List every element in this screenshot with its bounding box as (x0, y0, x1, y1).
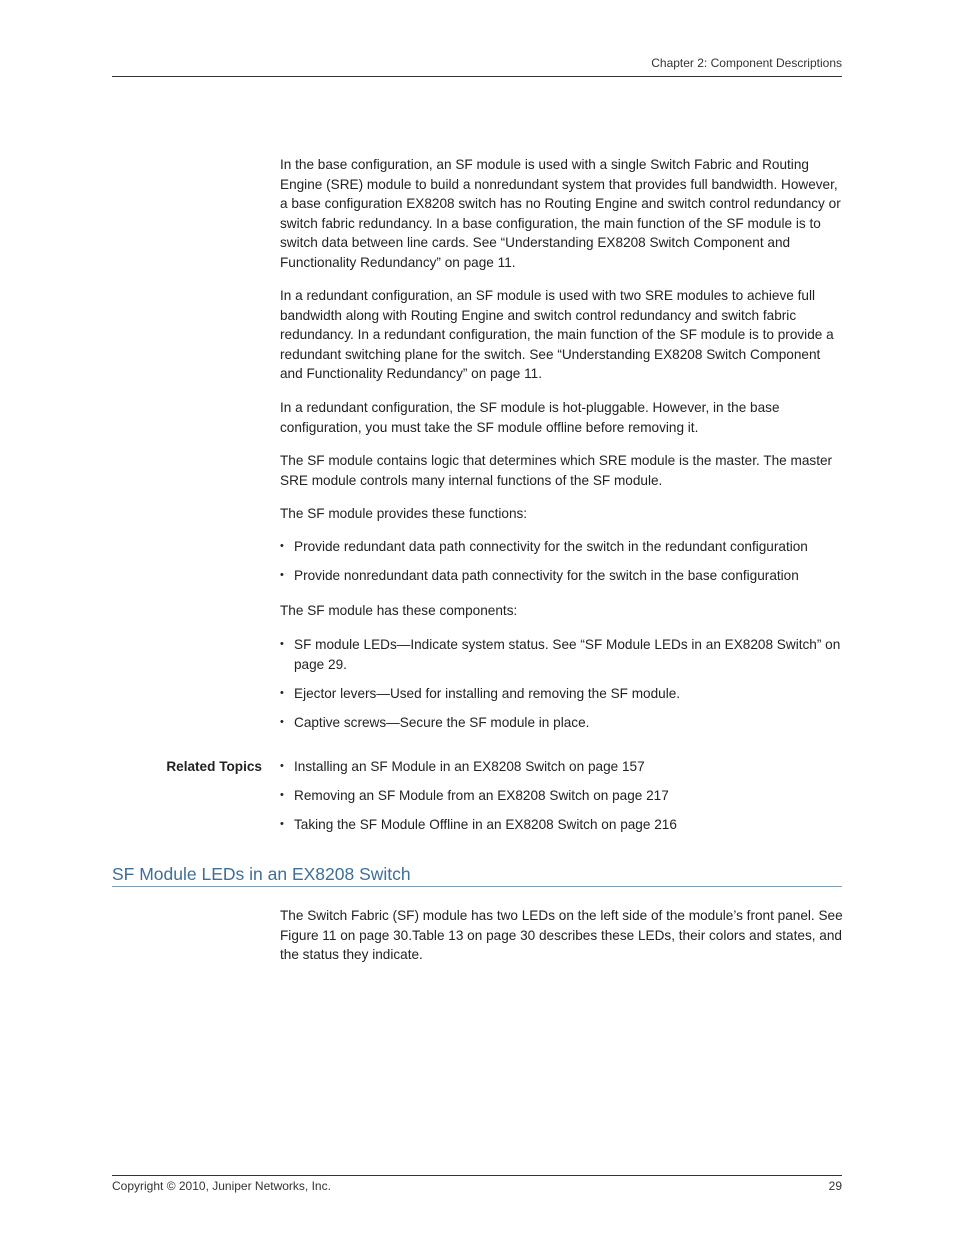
functions-list (280, 537, 845, 586)
paragraph-functions-intro: The SF module provides these functions: (280, 506, 528, 521)
list-item (280, 684, 845, 704)
components-list (280, 635, 845, 732)
body-paragraph-6 (280, 601, 845, 621)
bullet-icon: • (280, 568, 284, 581)
bullet-icon: • (280, 715, 284, 728)
body-paragraph-4 (280, 451, 845, 490)
paragraph-components-intro: The SF module has these components: (280, 603, 518, 618)
list-item (280, 537, 845, 557)
body-paragraph-1 (280, 155, 845, 273)
list-item (280, 757, 845, 777)
paragraph-master-logic: The SF module contains logic that determines which SRE module is the master. The master SRE module controls many internal functions of the SF module. (280, 453, 833, 488)
page-footer (112, 1175, 842, 1193)
component-item-text: Ejector levers—Used for installing and removing the SF module. (294, 685, 681, 701)
bullet-icon: • (280, 788, 284, 801)
page-number: 29 (828, 1179, 842, 1193)
related-topics-block (280, 757, 845, 835)
related-topics-label: Related Topics (166, 759, 262, 774)
components-list-block (280, 635, 845, 732)
related-topic-link[interactable]: Taking the SF Module Offline in an EX8208 Switch on page 216 (294, 816, 677, 832)
component-item-text: Captive screws—Secure the SF module in place. (294, 714, 590, 730)
functions-list-block (280, 537, 845, 586)
list-item (280, 713, 845, 733)
bullet-icon: • (280, 760, 284, 772)
section-title: SF Module LEDs in an EX8208 Switch (112, 864, 411, 884)
bullet-icon: • (280, 686, 284, 699)
list-item (280, 635, 845, 674)
copyright-text: Copyright © 2010, Juniper Networks, Inc. (112, 1179, 331, 1193)
list-item (280, 566, 845, 586)
related-topic-link[interactable]: Removing an SF Module from an EX8208 Switch on page 217 (294, 787, 669, 803)
paragraph-hot-pluggable: In a redundant configuration, the SF module is hot-pluggable. However, in the base configuration, you must take the SF module offline before removing it. (280, 400, 780, 435)
chapter-title: Chapter 2: Component Descriptions (651, 56, 842, 70)
component-item-text: SF module LEDs—Indicate system status. See “SF Module LEDs in an EX8208 Switch” on page 29. (294, 637, 841, 672)
bullet-icon: • (280, 817, 284, 830)
body-paragraph-3 (280, 398, 845, 437)
related-topics-list (280, 757, 845, 835)
function-item-text: Provide redundant data path connectivity for the switch in the redundant configuration (294, 539, 808, 554)
paragraph-base-configuration: In the base configuration, an SF module is used with a single Switch Fabric and Routing Engine (SRE) module to build a nonredundant system that provides full bandwidth. However, a base configuration EX8208 switch has no Routing Engine and switch control redundancy or switch fabric redundancy. In a base configuration, the main function of the SF module is to switch data between line cards. See “Understanding EX8208 Switch Component and Functionality Redundancy” on page 11. (280, 157, 841, 270)
bullet-icon: • (280, 540, 284, 552)
section-heading (112, 862, 842, 887)
body-paragraph-2 (280, 286, 845, 384)
body-paragraph-5 (280, 504, 845, 524)
paragraph-leds-description: The Switch Fabric (SF) module has two LEDs on the left side of the module’s front panel. See Figure 11 on page 30.Table 13 on page 30 describes these LEDs, their colors and states, and the status they indicate. (280, 908, 843, 963)
running-header (112, 56, 842, 77)
related-topic-link[interactable]: Installing an SF Module in an EX8208 Switch on page 157 (294, 759, 645, 774)
paragraph-redundant-configuration: In a redundant configuration, an SF module is used with two SRE modules to achieve full bandwidth along with Routing Engine and switch control redundancy and switch fabric redundancy. In a redundant configuration, the main function of the SF module is to provide a redundant switching plane for the switch. See “Understanding EX8208 Switch Component and Functionality Redundancy” on page 11. (280, 288, 834, 382)
section-paragraph-block (280, 906, 845, 965)
list-item (280, 786, 845, 806)
list-item (280, 815, 845, 835)
function-item-text: Provide nonredundant data path connectivity for the switch in the base configuration (294, 567, 799, 583)
bullet-icon: • (280, 638, 284, 650)
